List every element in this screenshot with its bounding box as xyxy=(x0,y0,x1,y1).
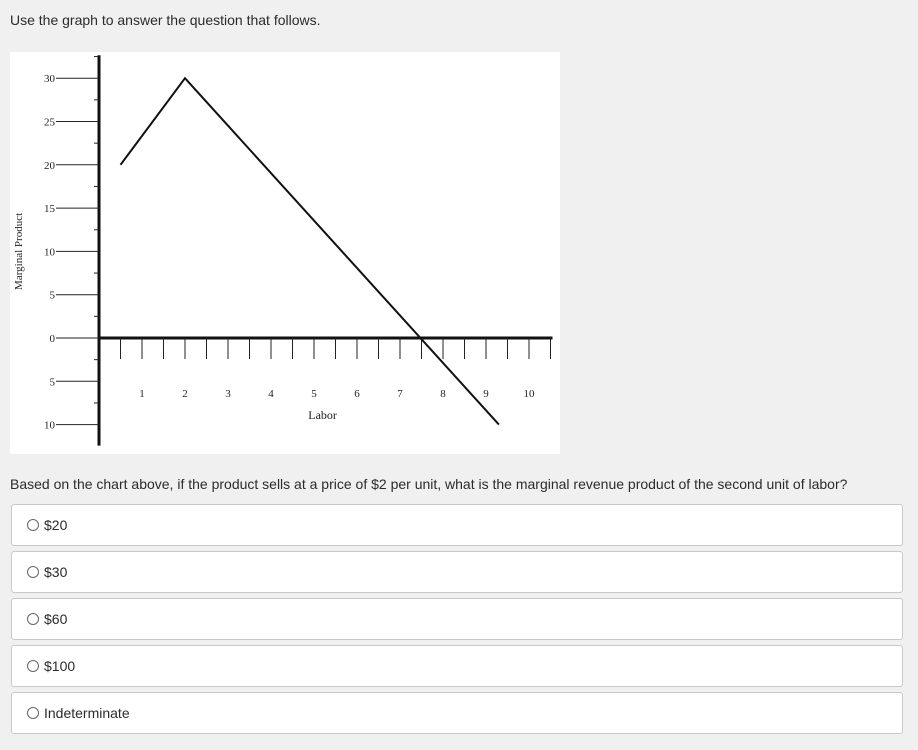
option-label: $100 xyxy=(44,658,76,674)
y-tick-label: 5 xyxy=(49,289,55,302)
radio-icon[interactable] xyxy=(27,613,39,625)
x-tick-label: 8 xyxy=(440,388,446,400)
option-4[interactable] xyxy=(11,692,903,734)
option-2[interactable] xyxy=(11,598,903,640)
y-tick-label: 30 xyxy=(44,73,55,86)
option-label: $60 xyxy=(44,611,68,627)
x-axis-title: Labor xyxy=(308,408,337,422)
radio-icon[interactable] xyxy=(27,519,39,531)
option-label: $20 xyxy=(44,517,68,533)
option-label: Indeterminate xyxy=(44,705,130,721)
radio-icon[interactable] xyxy=(27,707,39,719)
option-1[interactable] xyxy=(11,551,903,593)
option-3[interactable] xyxy=(11,645,903,687)
chart-panel xyxy=(10,52,560,454)
answer-options xyxy=(11,504,903,739)
y-tick-label: 20 xyxy=(44,159,55,172)
y-tick-label: 10 xyxy=(44,246,55,259)
y-axis-title: Marginal Product xyxy=(13,212,25,290)
marginal-product-chart xyxy=(10,52,560,454)
option-0[interactable] xyxy=(11,504,903,546)
option-label: $30 xyxy=(44,564,68,580)
y-tick-label: 15 xyxy=(44,203,55,216)
x-tick-label: 3 xyxy=(225,388,231,400)
x-tick-label: 5 xyxy=(311,388,317,400)
radio-icon[interactable] xyxy=(27,660,39,672)
marginal-product-line xyxy=(121,78,499,424)
x-tick-label: 10 xyxy=(523,388,535,400)
instruction-text: Use the graph to answer the question that follows. xyxy=(10,12,321,28)
radio-icon[interactable] xyxy=(27,566,39,578)
x-tick-label: 1 xyxy=(139,388,145,400)
y-tick-label: 25 xyxy=(44,116,55,129)
x-tick-label: 4 xyxy=(268,388,274,400)
x-tick-label: 7 xyxy=(397,388,403,400)
x-tick-label: 6 xyxy=(354,388,360,400)
x-tick-label: 2 xyxy=(182,388,188,400)
y-tick-label: 10 xyxy=(44,419,55,432)
question-text: Based on the chart above, if the product sells at a price of $2 per unit, what is the marginal revenue product of the second unit of labor? xyxy=(10,476,848,492)
x-tick-label: 9 xyxy=(483,388,489,400)
y-tick-label: 5 xyxy=(49,376,55,389)
y-tick-label: 0 xyxy=(49,333,55,345)
